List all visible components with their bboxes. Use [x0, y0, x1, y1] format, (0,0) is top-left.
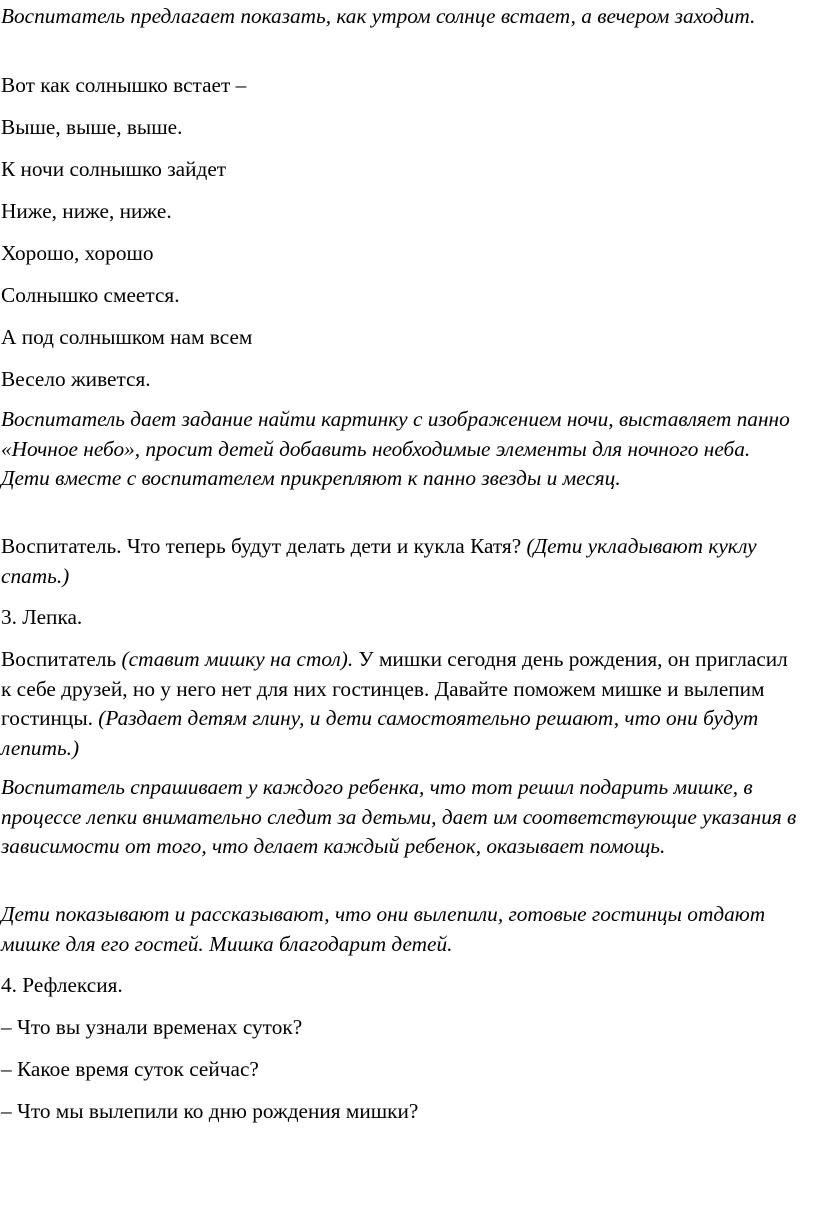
- bear-birthday-remark-2: (Раздает детям глину, и дети самостоятельно решают, что они будут лепить.): [1, 706, 759, 760]
- question-1: – Что вы узнали временах суток?: [1, 1015, 303, 1039]
- poem-line-6: Солнышко смеется.: [1, 283, 180, 307]
- paragraph-doll-katya: [1, 532, 801, 591]
- bear-birthday-text: У мишки сегодня день рождения, он пригласил к себе друзей, но у него нет для них гостинцев. Давайте поможем мишке и вылепим гостинцы.: [1, 647, 788, 730]
- doll-katya-remark: (Дети укладывают куклу спать.): [1, 534, 757, 588]
- paragraph-children-show: Дети показывают и рассказывают, что они вылепили, готовые гостинцы отдают мишке для его гостей. Мишка благодарит детей.: [1, 902, 766, 956]
- poem-line-5: Хорошо, хорошо: [1, 241, 154, 265]
- bear-birthday-speaker: Воспитатель: [1, 647, 122, 671]
- paragraph-bear-birthday: [1, 645, 801, 763]
- question-2: – Какое время суток сейчас?: [1, 1057, 259, 1081]
- question-3: – Что мы вылепили ко дню рождения мишки?: [1, 1099, 419, 1123]
- poem-line-1: Вот как солнышко встает –: [1, 73, 247, 97]
- paragraph-night-sky: Воспитатель дает задание найти картинку с изображением ночи, выставляет панно «Ночное небо», просит детей добавить необходимые элементы для ночного неба. Дети вместе с воспитателем прикрепляют к панно звезды и месяц.: [1, 407, 790, 490]
- section-heading-modeling: 3. Лепка.: [1, 605, 83, 629]
- poem-line-8: Весело живется.: [1, 367, 151, 391]
- poem-line-7: А под солнышком нам всем: [1, 325, 253, 349]
- poem-line-3: К ночи солнышко зайдет: [1, 157, 227, 181]
- paragraph-instruction-sun: Воспитатель предлагает показать, как утром солнце встает, а вечером заходит.: [1, 4, 756, 28]
- section-heading-reflection: 4. Рефлексия.: [1, 973, 123, 997]
- poem-line-4: Ниже, ниже, ниже.: [1, 199, 172, 223]
- bear-birthday-remark-1: (ставит мишку на стол).: [121, 647, 354, 671]
- paragraph-teacher-asks: Воспитатель спрашивает у каждого ребенка, что тот решил подарить мишке, в процессе лепки внимательно следит за детьми, дает им соответствующие указания в зависимости от того, что делает каждый ребенок, оказывает помощь.: [1, 775, 797, 858]
- poem-line-2: Выше, выше, выше.: [1, 115, 183, 139]
- doll-katya-text: Воспитатель. Что теперь будут делать дети и кукла Катя?: [1, 534, 527, 558]
